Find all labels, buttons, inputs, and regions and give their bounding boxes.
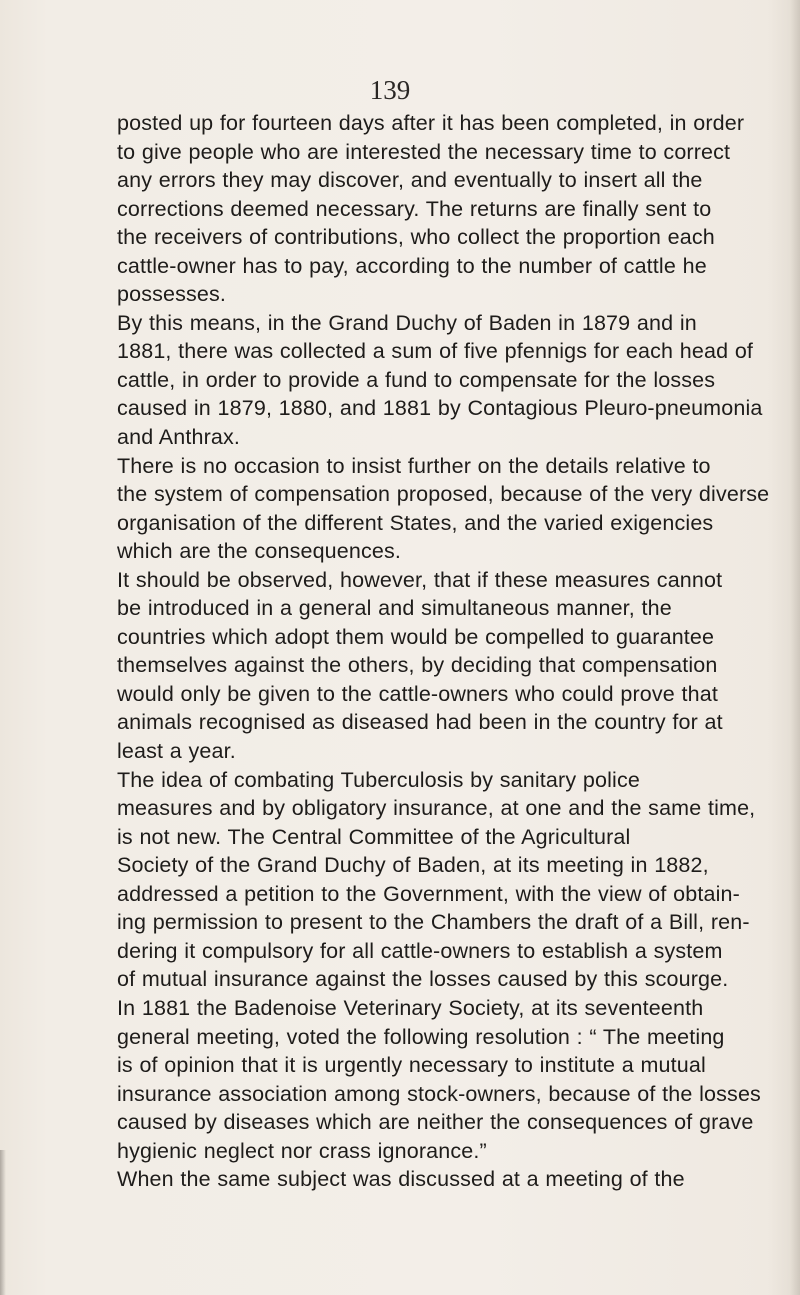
paragraph-first-line: By this means, in the Grand Duchy of Baden in 1879 and in: [117, 310, 697, 335]
paragraph-first-line: There is no occasion to insist further on the details relative to: [117, 453, 711, 478]
paragraph-first-line: When the same subject was discussed at a meeting of the: [117, 1167, 685, 1192]
paragraph-first-line: The idea of combating Tuberculosis by sanitary police: [117, 767, 640, 792]
text-line: posted up for fourteen days after it has been completed, in order: [117, 111, 745, 135]
text-line: caused by diseases which are neither the consequences of grave: [117, 1110, 754, 1135]
page-number: 139: [369, 75, 411, 105]
text-line: organisation of the different States, and the varied exigencies: [117, 510, 714, 535]
text-line: to give people who are interested the necessary time to correct: [117, 139, 731, 164]
text-line: any errors they may discover, and eventually to insert all the: [117, 168, 703, 193]
text-line: which are the consequences.: [117, 539, 402, 564]
body-text: [117, 109, 800, 1194]
text-line: of mutual insurance against the losses caused by this scourge.: [117, 967, 729, 992]
text-line: caused in 1879, 1880, and 1881 by Contagious Pleuro-pneumonia: [117, 396, 763, 421]
text-line: would only be given to the cattle-owners who could prove that: [117, 681, 718, 706]
text-line: dering it compulsory for all cattle-owners to establish a system: [117, 938, 723, 963]
text-line: animals recognised as diseased had been in the country for at: [117, 710, 723, 735]
text-line: addressed a petition to the Government, with the view of obtain-: [117, 881, 740, 906]
text-line: ing permission to present to the Chambers the draft of a Bill, ren-: [117, 910, 750, 935]
text-line: insurance association among stock-owners, because of the losses: [117, 1081, 761, 1106]
text-line: possesses.: [117, 282, 227, 307]
text-line: be introduced in a general and simultaneous manner, the: [117, 596, 672, 621]
text-line: cattle-owner has to pay, according to the number of cattle he: [117, 253, 707, 278]
text-line: hygienic neglect nor crass ignorance.”: [117, 1138, 487, 1163]
text-line: and Anthrax.: [117, 425, 241, 450]
text-line: 1881, there was collected a sum of five pfennigs for each head of: [117, 339, 754, 364]
paragraph-first-line: In 1881 the Badenoise Veterinary Society, at its seventeenth: [117, 995, 704, 1020]
text-line: themselves against the others, by deciding that compensation: [117, 653, 718, 678]
text-line: is of opinion that it is urgently necessary to institute a mutual: [117, 1053, 706, 1078]
text-line: countries which adopt them would be compelled to guarantee: [117, 624, 715, 649]
text-line: corrections deemed necessary. The returns are finally sent to: [117, 196, 712, 221]
text-line: general meeting, voted the following resolution : “ The meeting: [117, 1024, 725, 1049]
text-line: cattle, in order to provide a fund to compensate for the losses: [117, 367, 716, 392]
paragraph-first-line: It should be observed, however, that if these measures cannot: [117, 567, 723, 592]
text-line: measures and by obligatory insurance, at one and the same time,: [117, 796, 756, 821]
text-line: is not new. The Central Committee of the Agricultural: [117, 824, 631, 849]
binding-shadow: [0, 1150, 6, 1295]
text-line: least a year.: [117, 739, 236, 764]
text-line: Society of the Grand Duchy of Baden, at its meeting in 1882,: [117, 853, 709, 878]
text-line: the receivers of contributions, who collect the proportion each: [117, 225, 715, 250]
text-line: the system of compensation proposed, because of the very diverse: [117, 482, 770, 507]
